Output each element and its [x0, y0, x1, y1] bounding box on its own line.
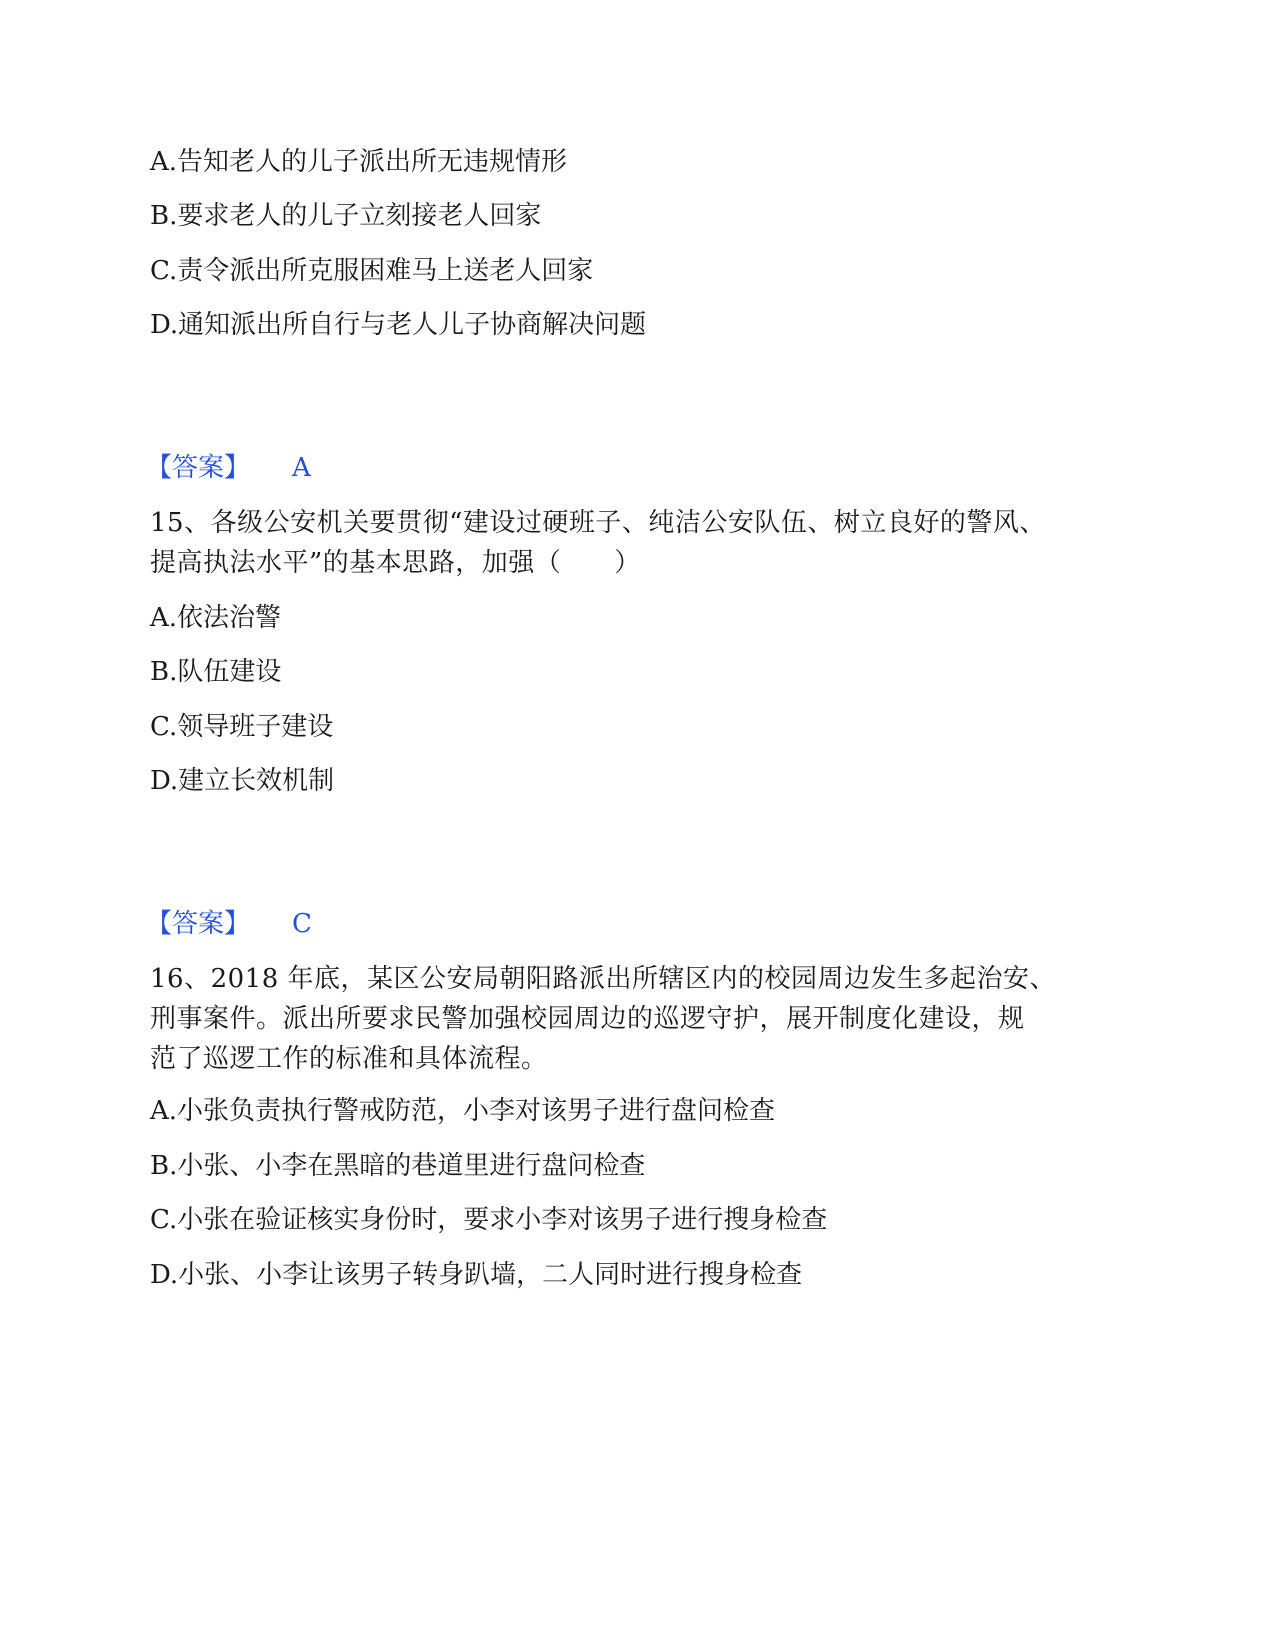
q16-stem-line-1: 16、2018 年底，某区公安局朝阳路派出所辖区内的校园周边发生多起治安、	[150, 964, 1057, 994]
q16-stem-line-3: 范了巡逻工作的标准和具体流程。	[150, 1044, 548, 1074]
q16-option-b: B.小张、小李在黑暗的巷道里进行盘问检查	[150, 1151, 646, 1181]
q14-option-d: D.通知派出所自行与老人儿子协商解决问题	[150, 310, 647, 340]
q15-answer	[146, 908, 312, 940]
q15-stem-line-2: 提高执法水平”的基本思路，加强（ ）	[150, 548, 641, 578]
q16-option-a: A.小张负责执行警戒防范，小李对该男子进行盘问检查	[150, 1096, 776, 1126]
answer-label: 【答案】	[146, 909, 251, 939]
q16-option-d: D.小张、小李让该男子转身趴墙，二人同时进行搜身检查	[150, 1260, 803, 1290]
q15-option-a: A.依法治警	[150, 603, 282, 633]
q16-option-c: C.小张在验证核实身份时，要求小李对该男子进行搜身检查	[150, 1205, 828, 1235]
q14-option-a: A.告知老人的儿子派出所无违规情形	[150, 147, 568, 177]
q14-option-c: C.责令派出所克服困难马上送老人回家	[150, 256, 594, 286]
q15-option-c: C.领导班子建设	[150, 712, 334, 742]
answer-value: C	[292, 909, 312, 939]
answer-label: 【答案】	[146, 453, 251, 483]
q15-option-b: B.队伍建设	[150, 657, 282, 687]
answer-value: A	[292, 453, 311, 483]
q14-option-b: B.要求老人的儿子立刻接老人回家	[150, 201, 542, 231]
q15-option-d: D.建立长效机制	[150, 766, 335, 796]
q15-stem-line-1: 15、各级公安机关要贯彻“建设过硬班子、纯洁公安队伍、树立良好的警风、	[150, 508, 1046, 538]
q16-stem-line-2: 刑事案件。派出所要求民警加强校园周边的巡逻守护，展开制度化建设，规	[150, 1004, 1025, 1034]
q14-answer	[146, 452, 311, 484]
